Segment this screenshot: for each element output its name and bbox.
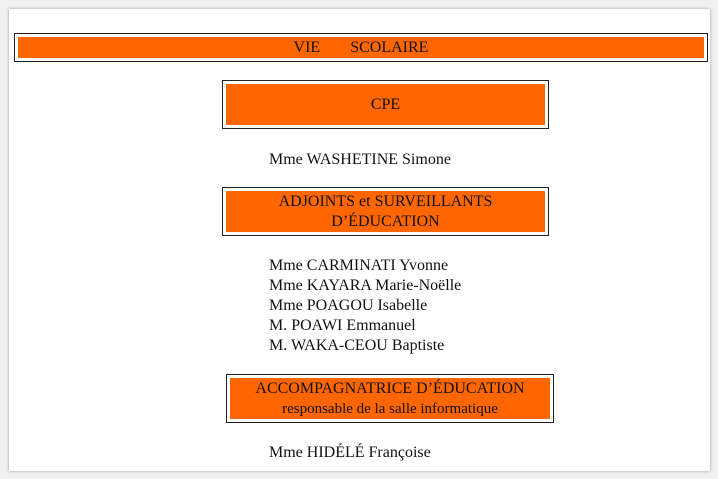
document-page xyxy=(9,9,710,471)
accompagnatrice-banner xyxy=(226,374,554,423)
list-item: Mme CARMINATI Yvonne xyxy=(269,257,449,274)
adjoints-member-list xyxy=(269,256,461,356)
vie-scolaire-banner xyxy=(14,33,708,62)
cpe-title: CPE xyxy=(370,95,401,113)
cpe-member-list xyxy=(269,150,451,170)
list-item: Mme POAGOU Isabelle xyxy=(269,297,428,314)
adjoints-title-line-2: D’ÉDUCATION xyxy=(331,212,440,230)
list-item: M. POAWI Emmanuel xyxy=(269,317,416,334)
adjoints-banner-fill xyxy=(226,191,545,232)
list-item: Mme WASHETINE Simone xyxy=(269,151,451,168)
list-item: M. WAKA-CEOU Baptiste xyxy=(269,337,445,354)
cpe-banner xyxy=(222,80,549,129)
list-item: Mme HIDÉLÉ Françoise xyxy=(269,444,431,461)
accompagnatrice-title-line-1: ACCOMPAGNATRICE D’ÉDUCATION xyxy=(255,379,525,397)
vie-scolaire-banner-fill xyxy=(18,37,704,58)
cpe-banner-fill xyxy=(226,84,545,125)
list-item: Mme KAYARA Marie-Noëlle xyxy=(269,277,462,294)
vie-scolaire-title: VIE SCOLAIRE xyxy=(293,38,429,56)
adjoints-title-line-1: ADJOINTS et SURVEILLANTS xyxy=(278,192,493,210)
adjoints-banner xyxy=(222,187,549,236)
accompagnatrice-banner-fill xyxy=(230,378,550,419)
accompagnatrice-member-list xyxy=(269,443,431,463)
accompagnatrice-title-line-2: responsable de la salle informatique xyxy=(282,400,498,417)
